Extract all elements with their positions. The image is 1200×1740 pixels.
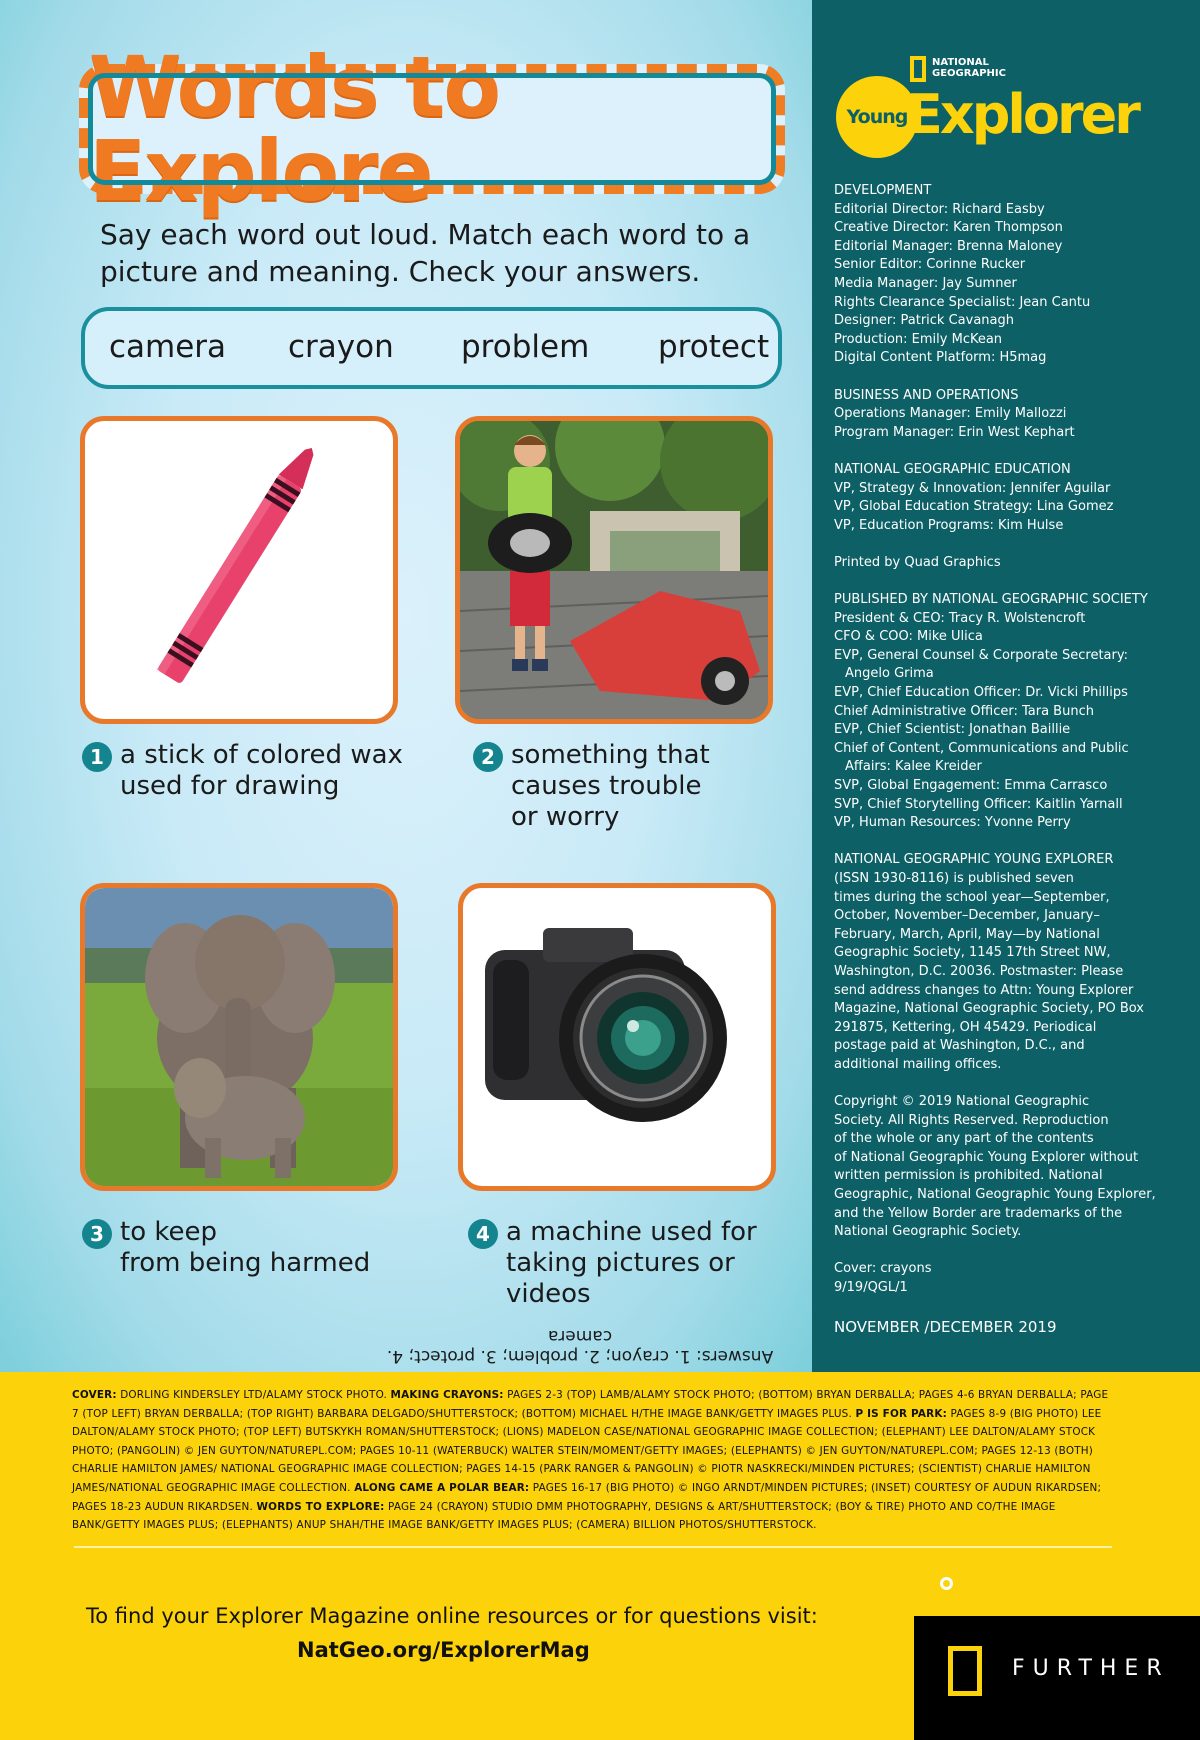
credit-label: P IS FOR PARK: (855, 1407, 947, 1420)
clue-1-text: a stick of colored wax used for drawing (120, 740, 403, 801)
yellow-border-logo-icon (910, 56, 926, 82)
cover-info: Cover: crayons 9/19/QGL/1 (834, 1261, 932, 1296)
clue-2-text: something that causes trouble or worry (511, 740, 710, 832)
resources-link[interactable]: NatGeo.org/ExplorerMag (297, 1638, 590, 1662)
clue-3-text: to keep from being harmed (120, 1217, 371, 1278)
copyright-text: Copyright © 2019 National Geographic Society. All Rights Reserved. Reproduction of the whole or any part of the contents of National Geographic Young Explorer without written permission is prohibited. National Geographic, National Geographic Young Explorer, and the Yellow Border are trademarks of the National Geographic Society. (834, 1094, 1156, 1240)
staff-line: Affairs: Kalee Kreider (845, 759, 982, 775)
copyright-section (834, 1093, 1194, 1242)
further-logo (914, 1616, 1200, 1740)
photo-credits (72, 1386, 1112, 1535)
credit-text: DORLING KINDERSLEY LTD/ALAMY STOCK PHOTO. (116, 1389, 391, 1401)
credit-text: PAGES 16-17 (BIG PHOTO) © INGO ARNDT/MINDEN PICTURES; (INSET) COURTESY OF AUDUN RIKARDSEN; PAGES 18-23 AUDUN RIKARDSEN. (72, 1481, 1102, 1513)
page-title: Words to Explore (89, 38, 500, 220)
word-bank (81, 307, 782, 389)
clue-4-text: a machine used for taking pictures or videos (506, 1217, 757, 1309)
staff-line: Editorial Manager: Brenna Maloney (834, 238, 1063, 254)
development-section (834, 182, 1194, 368)
staff-line: EVP, Chief Scientist: Jonathan Baillie (834, 722, 1071, 738)
word-camera: camera (109, 329, 227, 365)
section-heading: BUSINESS AND OPERATIONS (834, 387, 1019, 403)
staff-line: SVP, Chief Storytelling Officer: Kaitlin Yarnall (834, 796, 1123, 812)
national-geographic-wordmark: NATIONAL GEOGRAPHIC (932, 57, 1006, 79)
publication-notice (834, 851, 1194, 1074)
camera-image (458, 883, 776, 1191)
staff-line: Senior Editor: Corinne Rucker (834, 257, 1026, 273)
word-crayon: crayon (288, 329, 394, 365)
circle-marker-icon (940, 1577, 953, 1590)
staff-line: VP, Human Resources: Yvonne Perry (834, 815, 1071, 831)
elephants-image (80, 883, 398, 1191)
answer-key: Answers: 1. crayon; 2. problem; 3. protect; 4. camera (386, 1326, 774, 1366)
staff-line: VP, Global Education Strategy: Lina Gomez (834, 499, 1114, 515)
staff-line: Media Manager: Jay Sumner (834, 275, 1017, 291)
staff-line: VP, Strategy & Innovation: Jennifer Aguilar (834, 480, 1111, 496)
logo-young: Young (846, 106, 908, 128)
credit-label: ALONG CAME A POLAR BEAR: (354, 1481, 530, 1494)
title-banner (79, 38, 785, 220)
issue-date: NOVEMBER /DECEMBER 2019 (834, 1318, 1057, 1336)
word-problem: problem (461, 329, 590, 365)
staff-line: Angelo Grima (845, 666, 934, 682)
staff-line: Production: Emily McKean (834, 331, 1003, 347)
word-protect: protect (658, 329, 770, 365)
clue-number-3: 3 (82, 1219, 112, 1249)
further-wordmark: FURTHER (1012, 1656, 1170, 1681)
crayon-illustration (85, 421, 393, 719)
staff-line: Chief of Content, Communications and Public (834, 740, 1129, 756)
society-section (834, 591, 1194, 833)
business-section (834, 387, 1194, 443)
divider (74, 1546, 1112, 1548)
cover-section (834, 1260, 1194, 1297)
staff-line: SVP, Global Engagement: Emma Carrasco (834, 778, 1108, 793)
section-heading: NATIONAL GEOGRAPHIC EDUCATION (834, 461, 1071, 477)
staff-line: Chief Administrative Officer: Tara Bunch (834, 703, 1094, 719)
staff-line: Editorial Director: Richard Easby (834, 201, 1045, 217)
staff-line: Creative Director: Karen Thompson (834, 220, 1063, 236)
camera-illustration (463, 888, 771, 1186)
credit-text: PAGES 2-3 (TOP) LAMB/ALAMY STOCK PHOTO; (BOTTOM) BRYAN DERBALLA; PAGES 4-6 BRYAN DERBALLA; PAGE 7 (TOP LEFT) BRYAN DERBALLA; (TOP RIGHT) BARBARA DELGADO/SHUTTERSTOCK; (BOTTOM) MICHAEL H/THE IMAGE BANK/GETTY IMAGES PLUS. (72, 1389, 1109, 1420)
staff-line: EVP, General Counsel & Corporate Secretary: (834, 647, 1128, 663)
elephants-illustration (85, 888, 393, 1186)
credit-label: COVER: (72, 1389, 117, 1401)
staff-line: Designer: Patrick Cavanagh (834, 313, 1014, 329)
staff-line: Rights Clearance Specialist: Jean Cantu (834, 294, 1091, 310)
staff-line: President & CEO: Tracy R. Wolstencroft (834, 610, 1086, 626)
staff-line: CFO & COO: Mike Ulica (834, 629, 983, 645)
clue-number-1: 1 (82, 742, 112, 772)
credit-text: PAGES 8-9 (BIG PHOTO) LEE DALTON/ALAMY STOCK PHOTO; (TOP LEFT) BUTSKYKH ROMAN/SHUTTERSTOCK; (LIONS) MADELON CASE/NATIONAL GEOGRAPHIC IMAGE COLLECTION; (ELEPHANT) LEE DALTON/ALAMY STOCK PHOTO; (PANGOLIN) © JEN GUYTON/NATUREPL.COM; PAGES 10-11 (WATERBUCK) WALTER STEIN/MOMENT/GETTY IMAGES; (ELEPHANTS) © JEN GUYTON/NATUREPL.COM; PAGES 12-13 (BOTH) CHARLIE HAMILTON JAMES/ NATIONAL GEOGRAPHIC IMAGE COLLECTION; PAGES 14-15 (PARK RANGER & PANGOLIN) © PIOTR NASKRECKI/MINDEN PICTURES; (SCIENTIST) CHARLIE HAMILTON JAMES/NATIONAL GEOGRAPHIC IMAGE COLLECTION. (72, 1407, 1102, 1494)
credit-label: MAKING CRAYONS: (390, 1389, 504, 1401)
resources-prompt: To find your Explorer Magazine online resources or for questions visit: (86, 1604, 818, 1628)
printer-section (834, 554, 1194, 573)
credit-text: PAGE 24 (CRAYON) STUDIO DMM PHOTOGRAPHY, DESIGNS & ART/SHUTTERSTOCK; (BOY & TIRE) PHOTO AND CO/THE IMAGE BANK/GETTY IMAGES PLUS; (ELEPHANTS) ANUP SHAH/THE IMAGE BANK/GETTY IMAGES PLUS; (CAMERA) BILLION PHOTOS/SHUTTERSTOCK. (72, 1500, 1056, 1532)
credit-label: WORDS TO EXPLORE: (256, 1500, 385, 1513)
clue-number-4: 4 (468, 1219, 498, 1249)
staff-line: VP, Education Programs: Kim Hulse (834, 517, 1064, 533)
education-section (834, 461, 1194, 535)
logo-explorer: Explorer (906, 83, 1138, 146)
printer-line: Printed by Quad Graphics (834, 554, 1001, 570)
crayon-image (80, 416, 398, 724)
clue-number-2: 2 (473, 742, 503, 772)
boy-tire-illustration (460, 421, 768, 719)
staff-line: Operations Manager: Emily Mallozzi (834, 406, 1067, 422)
masthead-column (812, 0, 1200, 1372)
publication-notice-text: NATIONAL GEOGRAPHIC YOUNG EXPLORER (ISSN 1930-8116) is published seven times during the school year—September, October, November–December, January– February, March, April, May—by National Geographic Society, 1145 17th Street NW, Washington, D.C. 20036. Postmaster: Please send address changes to Attn: Young Explorer Magazine, National Geographic Society, PO Box 291875, Kettering, OH 45429. Periodical postage paid at Washington, D.C., and additional mailing offices. (834, 852, 1145, 1072)
staff-line: Program Manager: Erin West Kephart (834, 424, 1075, 440)
boy-with-tire-image (455, 416, 773, 724)
staff-line: EVP, Chief Education Officer: Dr. Vicki Phillips (834, 685, 1128, 701)
yellow-border-logo-icon (948, 1646, 982, 1696)
section-heading: DEVELOPMENT (834, 183, 932, 198)
masthead (834, 182, 1194, 1316)
section-heading: PUBLISHED BY NATIONAL GEOGRAPHIC SOCIETY (834, 592, 1148, 608)
instructions: Say each word out loud. Match each word to a picture and meaning. Check your answers. (100, 218, 751, 288)
staff-line: Digital Content Platform: H5mag (834, 350, 1047, 366)
